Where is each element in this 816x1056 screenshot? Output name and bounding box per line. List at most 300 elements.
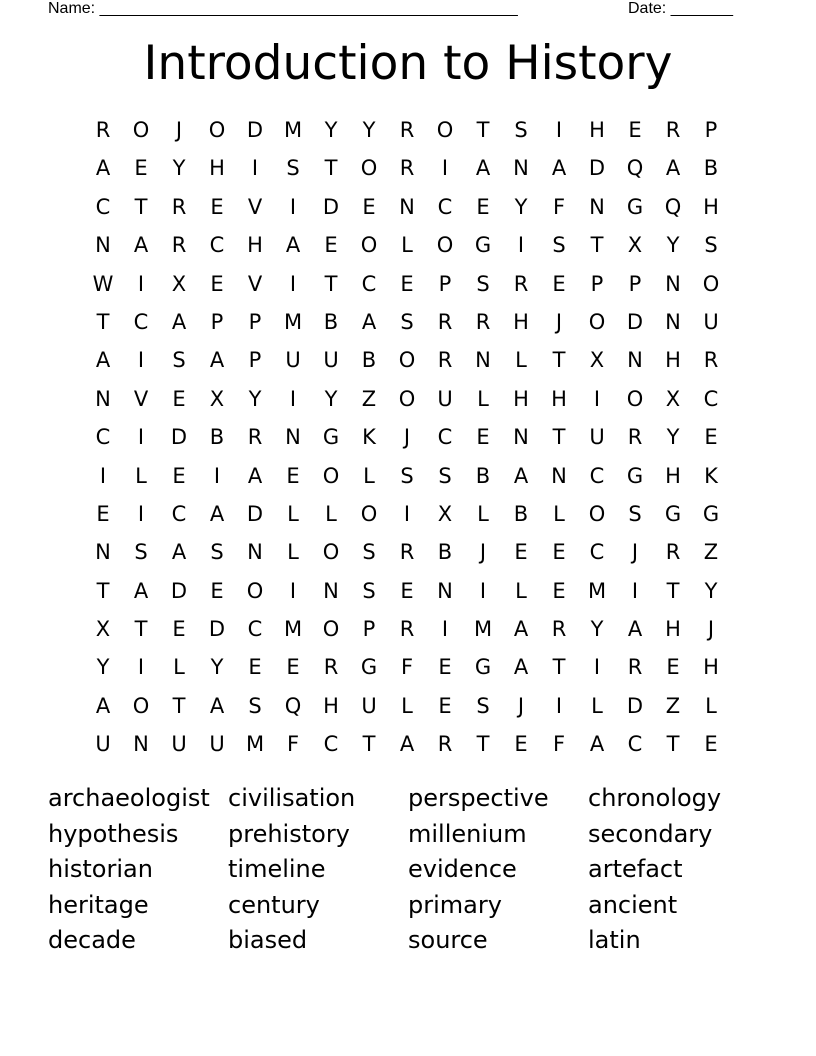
grid-letter[interactable]: R bbox=[665, 540, 681, 565]
grid-letter[interactable]: L bbox=[325, 501, 337, 526]
grid-letter[interactable]: N bbox=[513, 425, 529, 450]
grid-letter[interactable]: U bbox=[589, 425, 605, 450]
grid-letter[interactable]: P bbox=[362, 617, 376, 642]
grid-letter[interactable]: X bbox=[171, 271, 187, 296]
grid-letter[interactable]: P bbox=[248, 348, 262, 373]
grid-letter[interactable]: F bbox=[286, 732, 300, 757]
grid-letter[interactable]: E bbox=[476, 194, 490, 219]
grid-letter[interactable]: C bbox=[95, 425, 111, 450]
grid-letter[interactable]: M bbox=[283, 118, 303, 142]
grid-letter[interactable]: E bbox=[514, 732, 528, 757]
grid-letter[interactable]: G bbox=[474, 655, 492, 680]
grid-letter[interactable]: T bbox=[96, 578, 110, 603]
grid-letter[interactable]: O bbox=[702, 271, 720, 296]
page-title: Introduction to History bbox=[143, 36, 673, 91]
grid-letter[interactable]: H bbox=[665, 463, 681, 488]
grid-letter[interactable]: E bbox=[704, 425, 718, 450]
grid-letter[interactable]: I bbox=[593, 655, 601, 680]
grid-letter[interactable]: R bbox=[399, 617, 415, 642]
grid-letter[interactable]: E bbox=[552, 578, 566, 603]
grid-letter[interactable]: A bbox=[627, 617, 643, 642]
grid-letter[interactable]: I bbox=[137, 501, 145, 526]
grid-letter[interactable]: K bbox=[704, 463, 718, 488]
grid-letter[interactable]: K bbox=[362, 425, 376, 450]
grid-letter[interactable]: T bbox=[552, 655, 566, 680]
word-bank-item: century bbox=[228, 890, 320, 919]
grid-letter[interactable]: F bbox=[400, 655, 414, 680]
grid-letter[interactable]: J bbox=[707, 617, 715, 642]
grid-letter[interactable]: J bbox=[479, 540, 487, 565]
grid-letter[interactable]: U bbox=[209, 732, 225, 757]
grid-letter[interactable]: Y bbox=[704, 578, 718, 603]
grid-letter[interactable]: H bbox=[551, 386, 567, 411]
grid-letter[interactable]: X bbox=[589, 348, 605, 373]
grid-letter[interactable]: S bbox=[514, 118, 528, 142]
grid-letter[interactable]: G bbox=[702, 501, 720, 526]
grid-letter[interactable]: U bbox=[703, 309, 719, 334]
grid-letter[interactable]: R bbox=[399, 156, 415, 181]
grid-letter[interactable]: X bbox=[627, 233, 643, 258]
grid-letter[interactable]: A bbox=[95, 156, 111, 181]
name-field[interactable]: Name: _______________________________________________ bbox=[48, 0, 518, 17]
grid-letter[interactable]: Y bbox=[324, 118, 338, 142]
grid-letter[interactable]: E bbox=[628, 118, 642, 142]
grid-letter[interactable]: O bbox=[322, 540, 340, 565]
grid-letter[interactable]: H bbox=[513, 309, 529, 334]
grid-letter[interactable]: U bbox=[95, 732, 111, 757]
grid-letter[interactable]: S bbox=[134, 540, 148, 565]
grid-letter[interactable]: C bbox=[589, 540, 605, 565]
grid-letter[interactable]: I bbox=[137, 271, 145, 296]
grid-letter[interactable]: U bbox=[285, 348, 301, 373]
grid-letter[interactable]: H bbox=[589, 118, 605, 142]
grid-letter[interactable]: E bbox=[476, 425, 490, 450]
grid-letter[interactable]: O bbox=[436, 233, 454, 258]
grid-letter[interactable]: Y bbox=[590, 617, 604, 642]
grid-letter[interactable]: I bbox=[403, 501, 411, 526]
grid-letter[interactable]: C bbox=[589, 463, 605, 488]
grid-letter[interactable]: V bbox=[133, 386, 149, 411]
grid-letter[interactable]: O bbox=[132, 118, 150, 142]
grid-letter[interactable]: L bbox=[515, 578, 527, 603]
grid-letter[interactable]: R bbox=[95, 118, 111, 142]
grid-letter[interactable]: D bbox=[208, 617, 226, 642]
grid-letter[interactable]: T bbox=[666, 732, 680, 757]
grid-letter[interactable]: G bbox=[626, 194, 644, 219]
grid-letter[interactable]: Y bbox=[248, 386, 262, 411]
grid-letter[interactable]: O bbox=[360, 156, 378, 181]
grid-letter[interactable]: C bbox=[361, 271, 377, 296]
grid-letter[interactable]: C bbox=[247, 617, 263, 642]
grid-letter[interactable]: R bbox=[475, 309, 491, 334]
grid-letter[interactable]: M bbox=[283, 617, 303, 642]
grid-letter[interactable]: A bbox=[513, 617, 529, 642]
grid-letter[interactable]: Y bbox=[210, 655, 224, 680]
grid-letter[interactable]: S bbox=[248, 693, 262, 718]
grid-letter[interactable]: C bbox=[95, 194, 111, 219]
grid-letter[interactable]: J bbox=[517, 693, 525, 718]
grid-letter[interactable]: L bbox=[401, 693, 413, 718]
grid-letter[interactable]: E bbox=[172, 463, 186, 488]
grid-letter[interactable]: A bbox=[209, 693, 225, 718]
grid-letter[interactable]: Z bbox=[665, 693, 681, 718]
grid-letter[interactable]: S bbox=[476, 271, 490, 296]
grid-letter[interactable]: S bbox=[704, 233, 718, 258]
grid-letter[interactable]: N bbox=[133, 732, 149, 757]
grid-letter[interactable]: I bbox=[593, 386, 601, 411]
grid-letter[interactable]: W bbox=[92, 271, 114, 296]
grid-letter[interactable]: A bbox=[171, 540, 187, 565]
grid-letter[interactable]: N bbox=[399, 194, 415, 219]
grid-letter[interactable]: A bbox=[133, 233, 149, 258]
grid-letter[interactable]: F bbox=[552, 732, 566, 757]
grid-letter[interactable]: S bbox=[400, 463, 414, 488]
grid-letter[interactable]: E bbox=[248, 655, 262, 680]
grid-letter[interactable]: T bbox=[476, 732, 490, 757]
grid-letter[interactable]: E bbox=[400, 578, 414, 603]
grid-letter[interactable]: T bbox=[134, 194, 148, 219]
grid-letter[interactable]: A bbox=[475, 156, 491, 181]
grid-letter[interactable]: I bbox=[289, 386, 297, 411]
grid-letter[interactable]: O bbox=[588, 501, 606, 526]
grid-letter[interactable]: R bbox=[551, 617, 567, 642]
grid-letter[interactable]: E bbox=[134, 156, 148, 181]
grid-letter[interactable]: A bbox=[665, 156, 681, 181]
grid-letter[interactable]: R bbox=[171, 194, 187, 219]
grid-letter[interactable]: M bbox=[587, 578, 607, 603]
grid-letter[interactable]: X bbox=[209, 386, 225, 411]
grid-letter[interactable]: E bbox=[210, 271, 224, 296]
grid-letter[interactable]: I bbox=[555, 693, 563, 718]
grid-letter[interactable]: I bbox=[289, 194, 297, 219]
grid-letter[interactable]: I bbox=[631, 578, 639, 603]
grid-letter[interactable]: L bbox=[287, 540, 299, 565]
grid-letter[interactable]: N bbox=[627, 348, 643, 373]
grid-letter[interactable]: H bbox=[703, 194, 719, 219]
grid-letter[interactable]: P bbox=[210, 309, 224, 334]
grid-letter[interactable]: X bbox=[437, 501, 453, 526]
grid-letter[interactable]: Y bbox=[324, 386, 338, 411]
word-bank-item: source bbox=[408, 926, 488, 954]
grid-letter[interactable]: L bbox=[135, 463, 147, 488]
grid-letter[interactable]: E bbox=[324, 233, 338, 258]
grid-letter[interactable]: N bbox=[665, 271, 681, 296]
grid-letter[interactable]: D bbox=[170, 578, 188, 603]
grid-letter[interactable]: S bbox=[476, 693, 490, 718]
grid-letter[interactable]: O bbox=[360, 501, 378, 526]
grid-letter[interactable]: E bbox=[552, 540, 566, 565]
grid-letter[interactable]: I bbox=[555, 118, 563, 142]
grid-letter[interactable]: L bbox=[705, 693, 717, 718]
grid-letter[interactable]: E bbox=[96, 501, 110, 526]
grid-letter[interactable]: O bbox=[398, 386, 416, 411]
grid-letter[interactable]: D bbox=[626, 309, 644, 334]
grid-letter[interactable]: X bbox=[665, 386, 681, 411]
grid-letter[interactable]: J bbox=[631, 540, 639, 565]
grid-letter[interactable]: D bbox=[246, 501, 264, 526]
grid-letter[interactable]: Z bbox=[703, 540, 719, 565]
grid-letter[interactable]: S bbox=[362, 540, 376, 565]
grid-letter[interactable]: L bbox=[363, 463, 375, 488]
grid-letter[interactable]: R bbox=[437, 348, 453, 373]
grid-letter[interactable]: N bbox=[437, 578, 453, 603]
grid-letter[interactable]: G bbox=[626, 463, 644, 488]
grid-letter[interactable]: D bbox=[322, 194, 340, 219]
grid-letter[interactable]: R bbox=[437, 309, 453, 334]
grid-letter[interactable]: R bbox=[399, 540, 415, 565]
grid-letter[interactable]: S bbox=[172, 348, 186, 373]
grid-letter[interactable]: O bbox=[360, 233, 378, 258]
grid-letter[interactable]: R bbox=[399, 118, 415, 142]
grid-letter[interactable]: R bbox=[513, 271, 529, 296]
grid-letter[interactable]: E bbox=[286, 463, 300, 488]
grid-letter[interactable]: P bbox=[704, 118, 718, 142]
grid-letter[interactable]: B bbox=[323, 309, 339, 334]
grid-letter[interactable]: C bbox=[171, 501, 187, 526]
grid-letter[interactable]: I bbox=[289, 578, 297, 603]
word-bank-item: ancient bbox=[588, 890, 678, 919]
grid-letter[interactable]: S bbox=[210, 540, 224, 565]
grid-letter[interactable]: N bbox=[285, 425, 301, 450]
grid-letter[interactable]: H bbox=[665, 348, 681, 373]
grid-letter[interactable]: E bbox=[552, 271, 566, 296]
grid-letter[interactable]: I bbox=[137, 348, 145, 373]
grid-letter[interactable]: O bbox=[626, 386, 644, 411]
grid-letter[interactable]: S bbox=[286, 156, 300, 181]
grid-letter[interactable]: A bbox=[247, 463, 263, 488]
grid-letter[interactable]: A bbox=[171, 309, 187, 334]
grid-letter[interactable]: L bbox=[477, 386, 489, 411]
grid-letter[interactable]: U bbox=[323, 348, 339, 373]
grid-letter[interactable]: B bbox=[703, 156, 719, 181]
grid-letter[interactable]: C bbox=[437, 194, 453, 219]
grid-letter[interactable]: M bbox=[283, 309, 303, 334]
grid-letter[interactable]: O bbox=[398, 348, 416, 373]
grid-letter[interactable]: X bbox=[95, 617, 111, 642]
grid-letter[interactable]: Y bbox=[172, 156, 186, 181]
grid-letter[interactable]: I bbox=[289, 271, 297, 296]
grid-letter[interactable]: R bbox=[627, 425, 643, 450]
grid-letter[interactable]: T bbox=[362, 732, 376, 757]
grid-letter[interactable]: E bbox=[438, 655, 452, 680]
grid-letter[interactable]: T bbox=[552, 425, 566, 450]
grid-letter[interactable]: N bbox=[247, 540, 263, 565]
grid-letter[interactable]: R bbox=[627, 655, 643, 680]
grid-letter[interactable]: D bbox=[588, 156, 606, 181]
grid-letter[interactable]: E bbox=[172, 617, 186, 642]
grid-letter[interactable]: Y bbox=[666, 425, 680, 450]
letter-grid bbox=[84, 111, 730, 764]
grid-letter[interactable]: M bbox=[245, 732, 265, 757]
grid-letter[interactable]: L bbox=[591, 693, 603, 718]
grid-letter[interactable]: H bbox=[513, 386, 529, 411]
grid-letter[interactable]: P bbox=[438, 271, 452, 296]
grid-letter[interactable]: D bbox=[246, 118, 264, 142]
grid-letter[interactable]: R bbox=[437, 732, 453, 757]
grid-letter[interactable]: Y bbox=[666, 233, 680, 258]
grid-letter[interactable]: H bbox=[703, 655, 719, 680]
grid-letter[interactable]: L bbox=[401, 233, 413, 258]
grid-letter[interactable]: U bbox=[437, 386, 453, 411]
grid-letter[interactable]: J bbox=[175, 118, 183, 142]
grid-letter[interactable]: T bbox=[134, 617, 148, 642]
grid-letter[interactable]: H bbox=[665, 617, 681, 642]
grid-letter[interactable]: O bbox=[208, 118, 226, 142]
grid-letter[interactable]: O bbox=[246, 578, 264, 603]
grid-letter[interactable]: U bbox=[171, 732, 187, 757]
grid-letter[interactable]: I bbox=[99, 463, 107, 488]
grid-letter[interactable]: P bbox=[590, 271, 604, 296]
grid-letter[interactable]: S bbox=[438, 463, 452, 488]
grid-letter[interactable]: P bbox=[248, 309, 262, 334]
grid-letter[interactable]: L bbox=[173, 655, 185, 680]
grid-letter[interactable]: H bbox=[209, 156, 225, 181]
grid-letter[interactable]: I bbox=[517, 233, 525, 258]
grid-letter[interactable]: O bbox=[436, 118, 454, 142]
grid-letter[interactable]: T bbox=[476, 118, 490, 142]
grid-letter[interactable]: A bbox=[95, 348, 111, 373]
grid-letter[interactable]: C bbox=[703, 386, 719, 411]
grid-letter[interactable]: T bbox=[590, 233, 604, 258]
grid-letter[interactable]: E bbox=[438, 693, 452, 718]
word-bank-item: perspective bbox=[408, 784, 549, 812]
grid-letter[interactable]: V bbox=[247, 194, 263, 219]
word-bank-item: evidence bbox=[408, 855, 517, 883]
grid-letter[interactable]: T bbox=[666, 578, 680, 603]
grid-letter[interactable]: E bbox=[666, 655, 680, 680]
grid-letter[interactable]: R bbox=[247, 425, 263, 450]
grid-letter[interactable]: L bbox=[477, 501, 489, 526]
grid-row bbox=[84, 648, 730, 686]
grid-letter[interactable]: B bbox=[209, 425, 225, 450]
grid-letter[interactable]: A bbox=[95, 693, 111, 718]
grid-letter[interactable]: O bbox=[588, 309, 606, 334]
grid-letter[interactable]: O bbox=[132, 693, 150, 718]
grid-letter[interactable]: I bbox=[441, 156, 449, 181]
grid-letter[interactable]: Q bbox=[664, 194, 682, 219]
grid-letter[interactable]: I bbox=[479, 578, 487, 603]
grid-letter[interactable]: I bbox=[213, 463, 221, 488]
grid-letter[interactable]: N bbox=[95, 386, 111, 411]
grid-letter[interactable]: Y bbox=[96, 655, 110, 680]
grid-letter[interactable]: A bbox=[551, 156, 567, 181]
grid-letter[interactable]: A bbox=[589, 732, 605, 757]
grid-letter[interactable]: S bbox=[552, 233, 566, 258]
grid-letter[interactable]: S bbox=[400, 309, 414, 334]
grid-letter[interactable]: L bbox=[553, 501, 565, 526]
grid-letter[interactable]: Q bbox=[284, 693, 302, 718]
grid-letter[interactable]: F bbox=[552, 194, 566, 219]
grid-letter[interactable]: N bbox=[95, 540, 111, 565]
grid-letter[interactable]: L bbox=[287, 501, 299, 526]
grid-letter[interactable]: N bbox=[589, 194, 605, 219]
grid-letter[interactable]: O bbox=[322, 617, 340, 642]
grid-letter[interactable]: E bbox=[362, 194, 376, 219]
grid-letter[interactable]: N bbox=[551, 463, 567, 488]
grid-letter[interactable]: Q bbox=[626, 156, 644, 181]
grid-letter[interactable]: A bbox=[133, 578, 149, 603]
grid-letter[interactable]: T bbox=[552, 348, 566, 373]
grid-letter[interactable]: S bbox=[362, 578, 376, 603]
date-field[interactable]: Date: _______ bbox=[628, 0, 733, 17]
grid-letter[interactable]: T bbox=[324, 156, 338, 181]
grid-letter[interactable]: N bbox=[513, 156, 529, 181]
grid-letter[interactable]: C bbox=[209, 233, 225, 258]
grid-letter[interactable]: R bbox=[665, 118, 681, 142]
grid-letter[interactable]: G bbox=[474, 233, 492, 258]
grid-letter[interactable]: N bbox=[665, 309, 681, 334]
grid-letter[interactable]: N bbox=[475, 348, 491, 373]
grid-letter[interactable]: H bbox=[323, 693, 339, 718]
grid-letter[interactable]: I bbox=[441, 617, 449, 642]
grid-letter[interactable]: C bbox=[437, 425, 453, 450]
grid-letter[interactable]: Y bbox=[362, 118, 376, 142]
grid-letter[interactable]: R bbox=[171, 233, 187, 258]
grid-letter[interactable]: M bbox=[473, 617, 493, 642]
grid-letter[interactable]: T bbox=[324, 271, 338, 296]
grid-letter[interactable]: D bbox=[170, 425, 188, 450]
grid-letter[interactable]: B bbox=[475, 463, 491, 488]
grid-letter[interactable]: C bbox=[133, 309, 149, 334]
grid-letter[interactable]: N bbox=[323, 578, 339, 603]
grid-letter[interactable]: V bbox=[247, 271, 263, 296]
grid-letter[interactable]: B bbox=[361, 348, 377, 373]
grid-letter[interactable]: E bbox=[400, 271, 414, 296]
grid-letter[interactable]: G bbox=[322, 425, 340, 450]
grid-letter[interactable]: Z bbox=[361, 386, 377, 411]
grid-letter[interactable]: S bbox=[628, 501, 642, 526]
grid-letter[interactable]: L bbox=[515, 348, 527, 373]
grid-letter[interactable]: T bbox=[172, 693, 186, 718]
grid-letter[interactable]: B bbox=[437, 540, 453, 565]
grid-letter[interactable]: O bbox=[322, 463, 340, 488]
grid-letter[interactable]: P bbox=[628, 271, 642, 296]
grid-letter[interactable]: R bbox=[323, 655, 339, 680]
grid-letter[interactable]: A bbox=[513, 463, 529, 488]
grid-letter[interactable]: E bbox=[704, 732, 718, 757]
grid-letter[interactable]: E bbox=[172, 386, 186, 411]
grid-letter[interactable]: C bbox=[627, 732, 643, 757]
grid-letter[interactable]: U bbox=[361, 693, 377, 718]
grid-letter[interactable]: I bbox=[137, 655, 145, 680]
grid-letter[interactable]: I bbox=[251, 156, 259, 181]
grid-letter[interactable]: T bbox=[96, 309, 110, 334]
grid-letter[interactable]: D bbox=[626, 693, 644, 718]
grid-letter[interactable]: E bbox=[286, 655, 300, 680]
grid-letter[interactable]: J bbox=[555, 309, 563, 334]
grid-letter[interactable]: E bbox=[210, 578, 224, 603]
grid-letter[interactable]: A bbox=[209, 348, 225, 373]
grid-letter[interactable]: R bbox=[703, 348, 719, 373]
grid-letter[interactable]: A bbox=[209, 501, 225, 526]
grid-letter[interactable]: J bbox=[403, 425, 411, 450]
grid-letter[interactable]: A bbox=[361, 309, 377, 334]
grid-letter[interactable]: E bbox=[514, 540, 528, 565]
grid-letter[interactable]: H bbox=[247, 233, 263, 258]
grid-letter[interactable]: A bbox=[399, 732, 415, 757]
grid-letter[interactable]: A bbox=[285, 233, 301, 258]
grid-row bbox=[84, 533, 730, 571]
grid-letter[interactable]: C bbox=[323, 732, 339, 757]
grid-letter[interactable]: B bbox=[513, 501, 529, 526]
grid-letter[interactable]: E bbox=[210, 194, 224, 219]
grid-letter[interactable]: A bbox=[513, 655, 529, 680]
grid-letter[interactable]: I bbox=[137, 425, 145, 450]
grid-letter[interactable]: G bbox=[360, 655, 378, 680]
grid-letter[interactable]: Y bbox=[514, 194, 528, 219]
grid-letter[interactable]: N bbox=[95, 233, 111, 258]
grid-letter[interactable]: G bbox=[664, 501, 682, 526]
